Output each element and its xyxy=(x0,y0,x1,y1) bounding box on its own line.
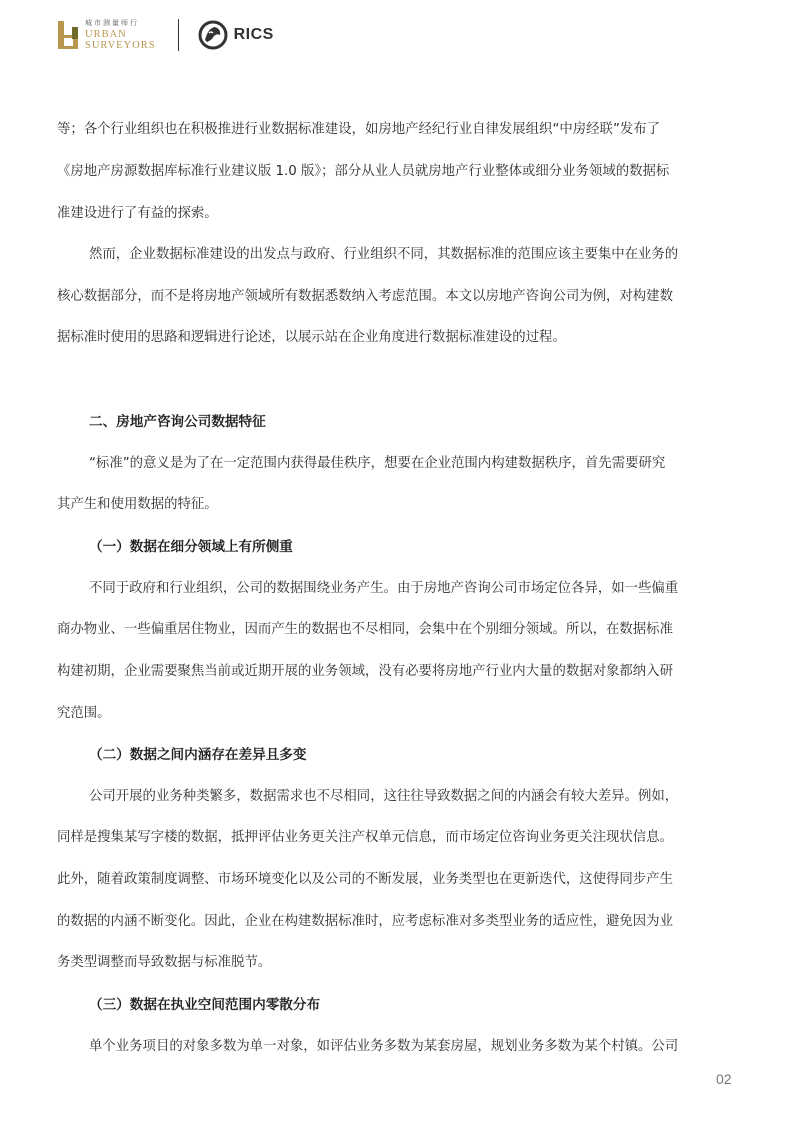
body-line: 不同于政府和行业组织，公司的数据围绕业务产生。由于房地产咨询公司市场定位各异，如一些偏重 xyxy=(89,581,679,596)
org-name-en-2: SURVEYORS xyxy=(85,39,156,51)
body-line: 《房地产房源数据库标准行业建议版 1.0 版》；部分从业人员就房地产行业整体或细分业务领域的数据标 xyxy=(57,164,670,179)
body-line: 准建设进行了有益的探索。 xyxy=(57,206,218,221)
rics-logo xyxy=(197,20,274,50)
page-header xyxy=(58,18,274,52)
body-line: “标准”的意义是为了在一定范围内获得最佳秩序，想要在企业范围内构建数据秩序，首先需要研究 xyxy=(89,456,666,471)
subsection-heading: （二）数据之间内涵存在差异且多变 xyxy=(89,747,307,763)
body-line: 核心数据部分，而不是将房地产领域所有数据悉数纳入考虑范围。本文以房地产咨询公司为例，对构建数 xyxy=(57,289,673,304)
body-line: 究范围。 xyxy=(57,706,111,721)
body-line: 务类型调整而导致数据与标准脱节。 xyxy=(57,955,272,970)
body-line: 构建初期，企业需要聚焦当前或近期开展的业务领域，没有必要将房地产行业内大量的数据对象都纳入研 xyxy=(57,664,673,679)
section-heading: 二、房地产咨询公司数据特征 xyxy=(89,414,266,430)
body-line: 等；各个行业组织也在积极推进行业数据标准建设，如房地产经纪行业自律发展组织“中房经联”发布了 xyxy=(57,122,661,137)
org-name-en-1: URBAN xyxy=(85,28,127,40)
subsection-heading: （三）数据在执业空间范围内零散分布 xyxy=(89,997,321,1013)
page-number: 02 xyxy=(716,1071,732,1087)
body-line: 单个业务项目的对象多数为单一对象，如评估业务多数为某套房屋，规划业务多数为某个村镇。公司 xyxy=(89,1039,679,1054)
org-name-cn: 城市测量师行 xyxy=(85,18,139,27)
body-line: 据标准时使用的思路和逻辑进行论述，以展示站在企业角度进行数据标准建设的过程。 xyxy=(57,330,566,345)
body-line: 其产生和使用数据的特征。 xyxy=(57,497,218,512)
logo-divider xyxy=(178,19,179,51)
subsection-heading: （一）数据在细分领域上有所侧重 xyxy=(89,539,293,555)
body-line: 此外，随着政策制度调整、市场环境变化以及公司的不断发展，业务类型也在更新迭代，这使得同步产生 xyxy=(57,872,673,887)
rics-wordmark: RICS xyxy=(233,26,274,43)
urban-surveyors-logo-icon xyxy=(58,21,78,49)
body-line: 商办物业、一些偏重居住物业，因而产生的数据也不尽相同，会集中在个别细分领域。所以，在数据标准 xyxy=(57,622,673,637)
body-line: 的数据的内涵不断变化。因此，企业在构建数据标准时，应考虑标准对多类型业务的适应性，避免因为业 xyxy=(57,914,673,929)
rics-lion-icon xyxy=(197,20,229,50)
body-line: 然而，企业数据标准建设的出发点与政府、行业组织不同，其数据标准的范围应该主要集中在业务的 xyxy=(89,247,679,262)
body-line: 同样是搜集某写字楼的数据，抵押评估业务更关注产权单元信息，而市场定位咨询业务更关注现状信息。 xyxy=(57,830,673,845)
body-line: 公司开展的业务种类繁多，数据需求也不尽相同，这往往导致数据之间的内涵会有较大差异。例如， xyxy=(89,789,679,804)
urban-surveyors-wordmark xyxy=(85,20,156,51)
